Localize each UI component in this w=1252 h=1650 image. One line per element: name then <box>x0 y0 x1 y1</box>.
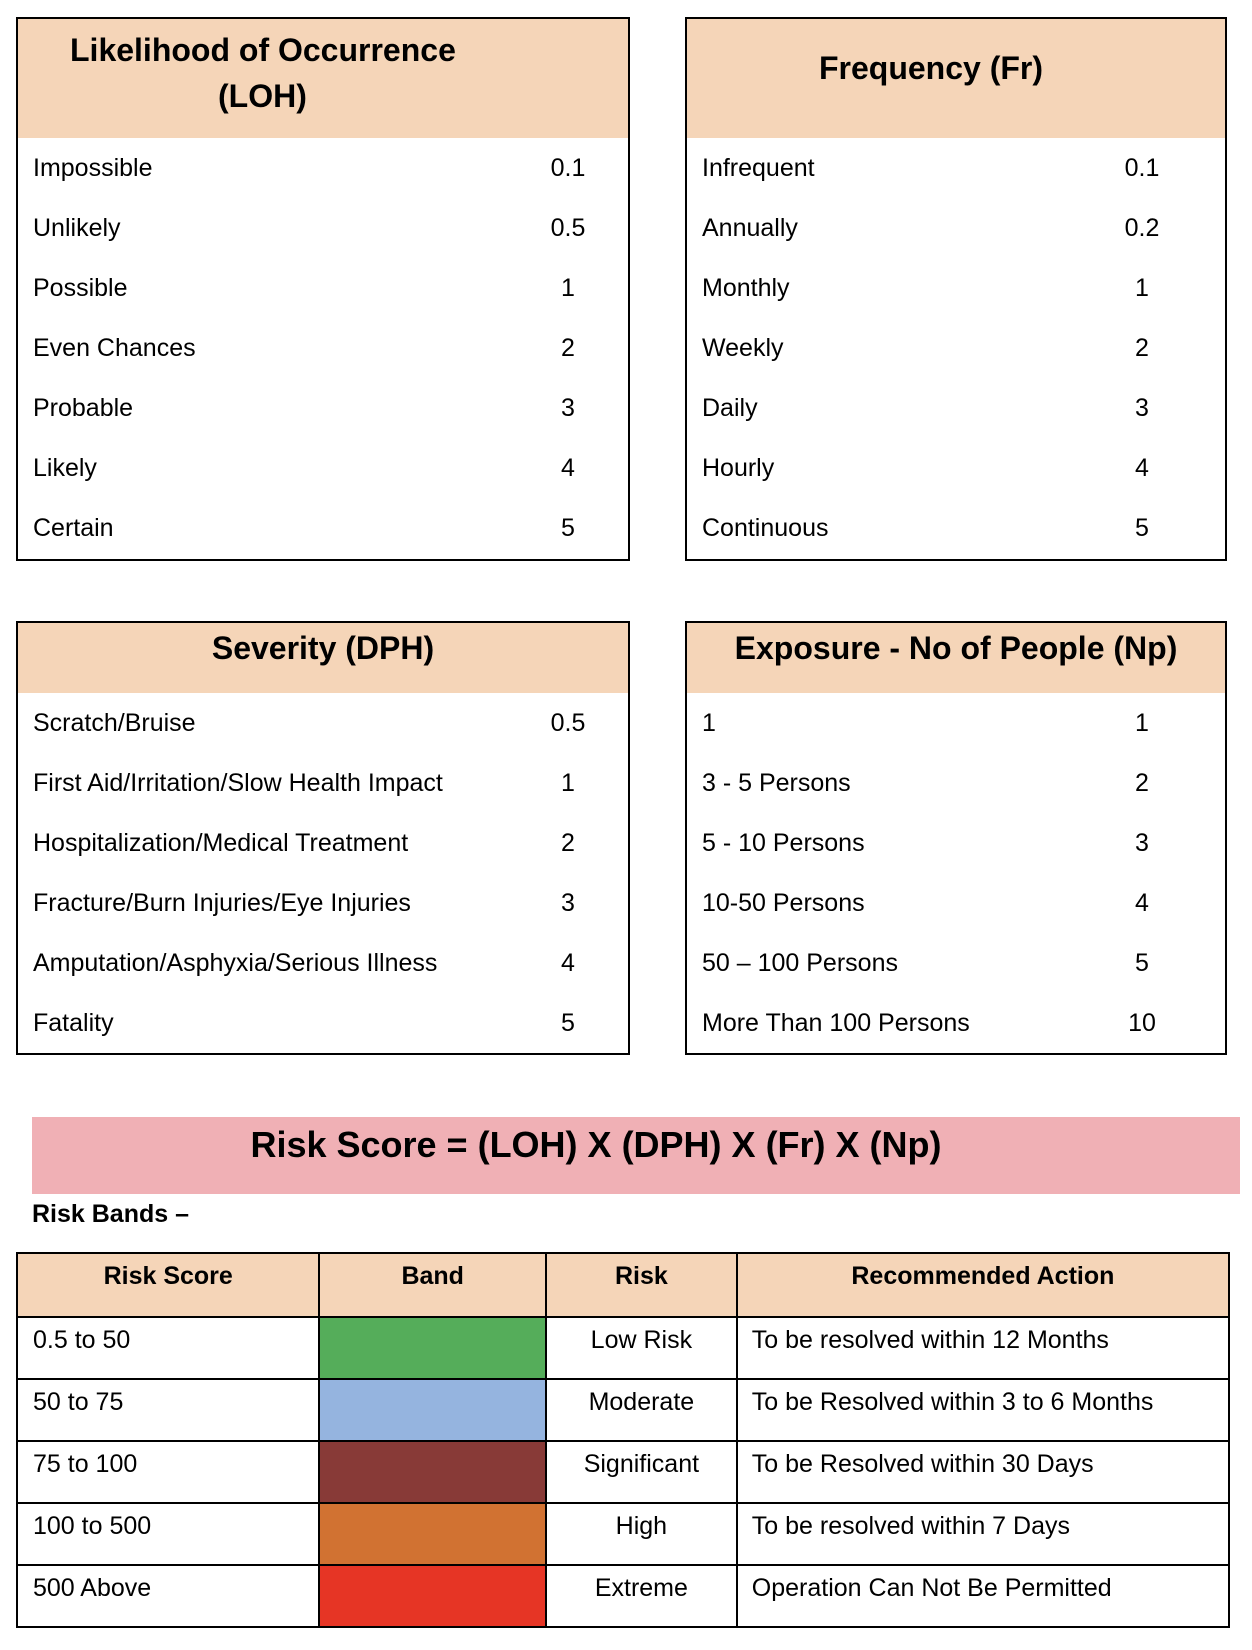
severity-value: 2 <box>561 829 575 857</box>
frequency-title: Frequency (Fr) <box>687 19 1225 138</box>
frequency-row <box>687 438 1225 498</box>
exposure-table <box>685 621 1227 1055</box>
exposure-label: More Than 100 Persons <box>702 1009 970 1037</box>
exposure-value: 5 <box>1135 949 1149 977</box>
risk-score-cell: 50 to 75 <box>17 1379 319 1441</box>
likelihood-row <box>18 498 628 558</box>
frequency-table <box>685 17 1227 561</box>
severity-value: 1 <box>561 769 575 797</box>
recommended-action-cell: To be Resolved within 3 to 6 Months <box>737 1379 1229 1441</box>
exposure-row <box>687 693 1225 753</box>
exposure-label: 50 – 100 Persons <box>702 949 898 977</box>
risk-score-formula <box>32 1117 1240 1194</box>
frequency-row <box>687 198 1225 258</box>
severity-label: Amputation/Asphyxia/Serious Illness <box>33 949 438 977</box>
likelihood-row <box>18 258 628 318</box>
header-recommended-action: Recommended Action <box>737 1253 1229 1317</box>
risk-level-cell: High <box>546 1503 737 1565</box>
severity-row <box>18 693 628 753</box>
exposure-value: 2 <box>1135 769 1149 797</box>
band-color-swatch <box>319 1565 546 1627</box>
exposure-row <box>687 813 1225 873</box>
frequency-value: 0.2 <box>1124 214 1160 242</box>
table-row <box>17 1565 1229 1627</box>
severity-value: 4 <box>561 949 575 977</box>
severity-value: 0.5 <box>550 709 586 737</box>
likelihood-row <box>18 198 628 258</box>
header-risk-score: Risk Score <box>17 1253 319 1317</box>
severity-label: Hospitalization/Medical Treatment <box>33 829 409 857</box>
likelihood-row <box>18 378 628 438</box>
severity-row <box>18 933 628 993</box>
frequency-value: 1 <box>1135 274 1149 302</box>
frequency-row <box>687 258 1225 318</box>
risk-level-cell: Low Risk <box>546 1317 737 1379</box>
exposure-value: 1 <box>1135 709 1149 737</box>
exposure-title: Exposure - No of People (Np) <box>687 623 1225 693</box>
likelihood-label: Even Chances <box>33 334 196 362</box>
likelihood-title-line2: (LOH) <box>218 78 307 114</box>
exposure-value: 4 <box>1135 889 1149 917</box>
exposure-label: 1 <box>702 709 716 737</box>
band-color-swatch <box>319 1441 546 1503</box>
frequency-label: Monthly <box>702 274 790 302</box>
likelihood-table <box>16 17 630 561</box>
severity-label: First Aid/Irritation/Slow Health Impact <box>33 769 443 797</box>
exposure-label: 10-50 Persons <box>702 889 865 917</box>
recommended-action-cell: To be resolved within 7 Days <box>737 1503 1229 1565</box>
band-color-swatch <box>319 1317 546 1379</box>
likelihood-label: Impossible <box>33 154 153 182</box>
frequency-value: 5 <box>1135 514 1149 542</box>
likelihood-label: Certain <box>33 514 114 542</box>
severity-row <box>18 753 628 813</box>
likelihood-label: Possible <box>33 274 128 302</box>
likelihood-row <box>18 438 628 498</box>
formula-text: Risk Score = (LOH) X (DPH) X (Fr) X (Np) <box>250 1124 942 1165</box>
recommended-action-cell: Operation Can Not Be Permitted <box>737 1565 1229 1627</box>
severity-label: Fracture/Burn Injuries/Eye Injuries <box>33 889 411 917</box>
band-color-swatch <box>319 1503 546 1565</box>
header-risk: Risk <box>546 1253 737 1317</box>
likelihood-label: Unlikely <box>33 214 121 242</box>
severity-row <box>18 873 628 933</box>
recommended-action-cell: To be resolved within 12 Months <box>737 1317 1229 1379</box>
likelihood-value: 3 <box>561 394 575 422</box>
likelihood-title-line1: Likelihood of Occurrence <box>70 32 456 68</box>
likelihood-header <box>18 19 628 138</box>
risk-level-cell: Extreme <box>546 1565 737 1627</box>
exposure-label: 5 - 10 Persons <box>702 829 865 857</box>
table-row <box>17 1503 1229 1565</box>
frequency-value: 3 <box>1135 394 1149 422</box>
table-row <box>17 1441 1229 1503</box>
likelihood-value: 1 <box>561 274 575 302</box>
frequency-row <box>687 318 1225 378</box>
frequency-row <box>687 378 1225 438</box>
frequency-label: Infrequent <box>702 154 815 182</box>
frequency-value: 4 <box>1135 454 1149 482</box>
frequency-label: Daily <box>702 394 758 422</box>
likelihood-row <box>18 138 628 198</box>
frequency-value: 2 <box>1135 334 1149 362</box>
risk-bands-table <box>16 1252 1230 1628</box>
risk-bands-header-row <box>17 1253 1229 1317</box>
likelihood-label: Probable <box>33 394 134 422</box>
frequency-label: Weekly <box>702 334 784 362</box>
likelihood-value: 0.1 <box>550 154 586 182</box>
severity-value: 5 <box>561 1009 575 1037</box>
likelihood-row <box>18 318 628 378</box>
likelihood-value: 5 <box>561 514 575 542</box>
table-row <box>17 1379 1229 1441</box>
risk-score-cell: 75 to 100 <box>17 1441 319 1503</box>
severity-table <box>16 621 630 1055</box>
exposure-row <box>687 993 1225 1053</box>
exposure-row <box>687 933 1225 993</box>
severity-title: Severity (DPH) <box>18 623 628 693</box>
exposure-row <box>687 873 1225 933</box>
risk-score-cell: 100 to 500 <box>17 1503 319 1565</box>
frequency-row <box>687 138 1225 198</box>
risk-level-cell: Significant <box>546 1441 737 1503</box>
severity-label: Fatality <box>33 1009 114 1037</box>
frequency-label: Hourly <box>702 454 775 482</box>
likelihood-label: Likely <box>33 454 97 482</box>
likelihood-value: 4 <box>561 454 575 482</box>
frequency-label: Continuous <box>702 514 829 542</box>
likelihood-value: 2 <box>561 334 575 362</box>
risk-bands-title: Risk Bands – <box>32 1200 190 1228</box>
likelihood-value: 0.5 <box>550 214 586 242</box>
exposure-row <box>687 753 1225 813</box>
risk-score-cell: 500 Above <box>17 1565 319 1627</box>
frequency-row <box>687 498 1225 558</box>
exposure-label: 3 - 5 Persons <box>702 769 851 797</box>
frequency-label: Annually <box>702 214 798 242</box>
recommended-action-cell: To be Resolved within 30 Days <box>737 1441 1229 1503</box>
severity-row <box>18 993 628 1053</box>
band-color-swatch <box>319 1379 546 1441</box>
header-band: Band <box>319 1253 546 1317</box>
table-row <box>17 1317 1229 1379</box>
severity-value: 3 <box>561 889 575 917</box>
exposure-value: 10 <box>1128 1009 1156 1037</box>
severity-label: Scratch/Bruise <box>33 709 196 737</box>
risk-score-cell: 0.5 to 50 <box>17 1317 319 1379</box>
risk-level-cell: Moderate <box>546 1379 737 1441</box>
frequency-value: 0.1 <box>1124 154 1160 182</box>
severity-row <box>18 813 628 873</box>
exposure-value: 3 <box>1135 829 1149 857</box>
